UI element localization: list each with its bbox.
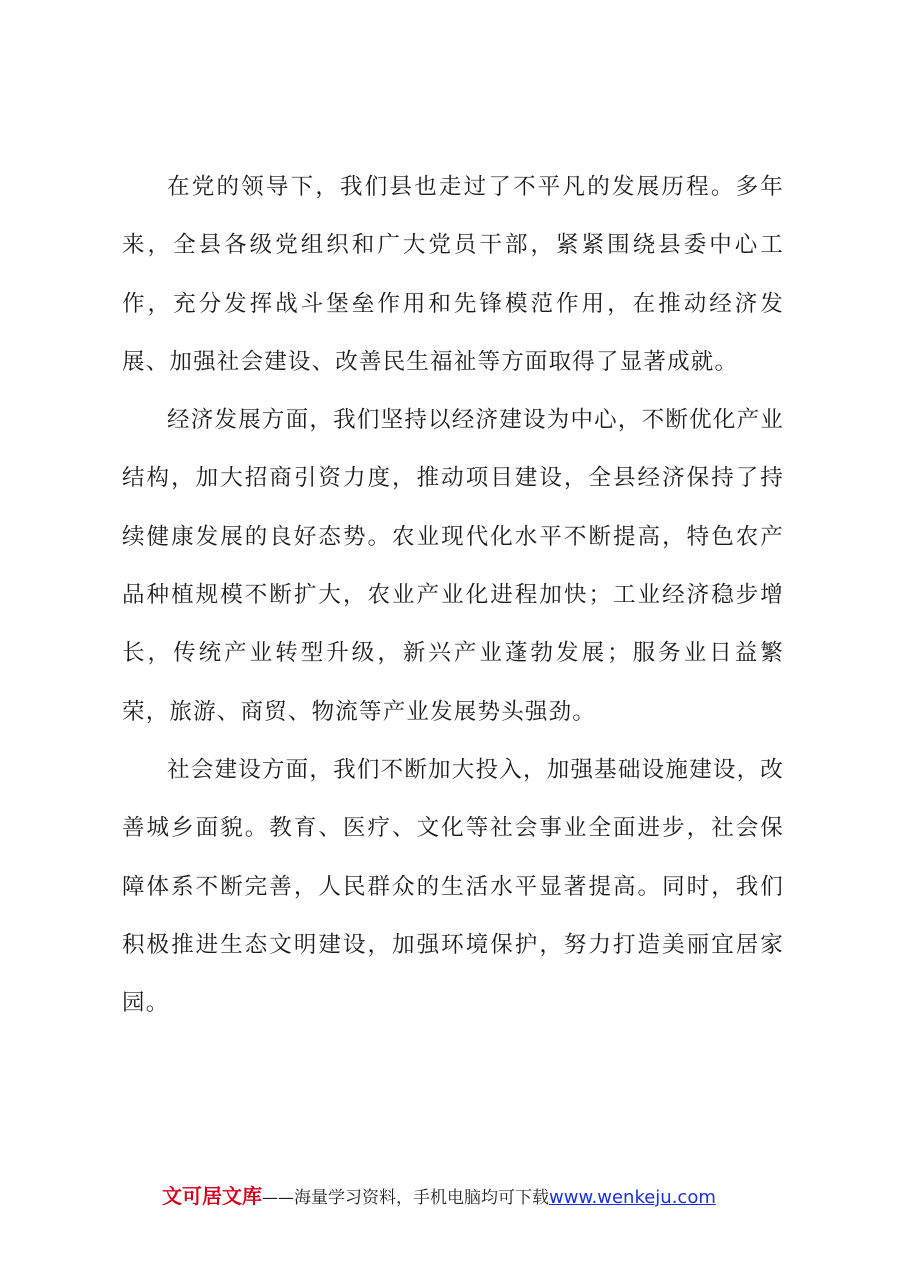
document-body — [122, 158, 784, 1032]
footer-tagline: 海量学习资料，手机电脑均可下载 — [294, 1188, 549, 1208]
paragraph-economic-development: 经济发展方面，我们坚持以经济建设为中心，不断优化产业结构，加大招商引资力度，推动项目建设，全县经济保持了持续健康发展的良好态势。农业现代化水平不断提高，特色农产品种植规模不断扩大，农业产业化进程加快；工业经济稳步增长，传统产业转型升级，新兴产业蓬勃发展；服务业日益繁荣，旅游、商贸、物流等产业发展势头强劲。 — [122, 407, 784, 725]
paragraph-social-construction: 社会建设方面，我们不断加大投入，加强基础设施建设，改善城乡面貌。教育、医疗、文化等社会事业全面进步，社会保障体系不断完善，人民群众的生活水平显著提高。同时，我们积极推进生态文明建设，加强环境保护，努力打造美丽宜居家园。 — [122, 756, 784, 1017]
footer-banner — [162, 1181, 716, 1213]
website-link[interactable]: www.wenkeju.com — [549, 1187, 716, 1208]
brand-name: 文可居文库 — [162, 1184, 262, 1208]
footer-dash: —— — [262, 1188, 294, 1207]
paragraph-party-leadership: 在党的领导下，我们县也走过了不平凡的发展历程。多年来，全县各级党组织和广大党员干部，紧紧围绕县委中心工作，充分发挥战斗堡垒作用和先锋模范作用，在推动经济发展、加强社会建设、改善民生福祉等方面取得了显著成就。 — [122, 174, 784, 375]
